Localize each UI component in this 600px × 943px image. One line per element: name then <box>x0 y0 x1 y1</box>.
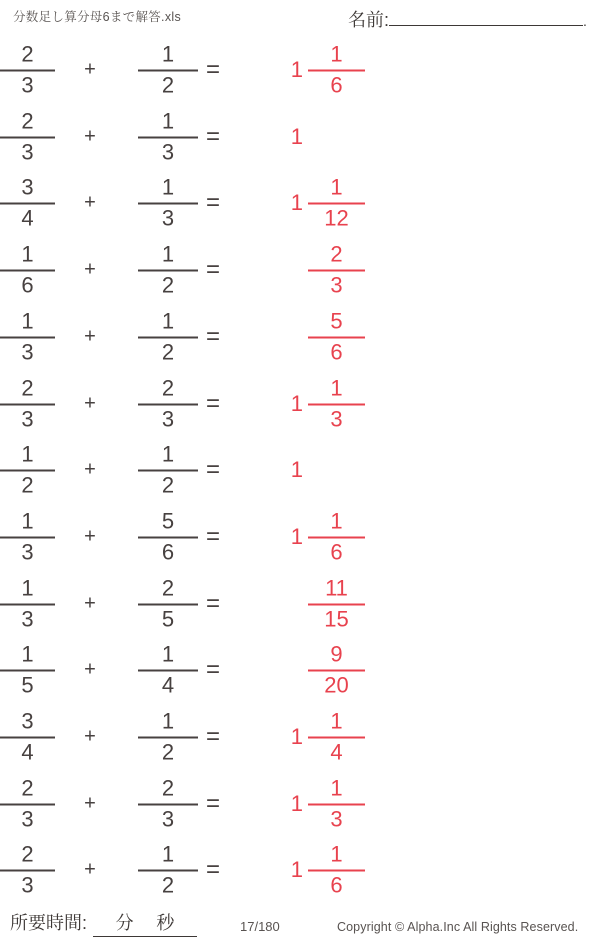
second-fraction-numerator: 2 <box>161 575 175 601</box>
problem-row <box>0 103 600 170</box>
answer-fraction-numerator: 1 <box>330 375 343 400</box>
second-fraction-denominator: 2 <box>138 737 198 764</box>
plus-operator: + <box>84 458 96 481</box>
equals-sign: = <box>205 856 220 884</box>
page-number: 17/180 <box>240 919 280 934</box>
first-fraction-denominator: 4 <box>0 203 55 230</box>
first-fraction <box>0 377 55 430</box>
second-fraction-numerator: 1 <box>161 841 175 867</box>
equals-sign: = <box>205 189 220 217</box>
answer-whole-number: 1 <box>290 857 303 883</box>
answer-whole-number: 1 <box>290 57 303 82</box>
problem-row <box>0 503 600 570</box>
answer-fraction-denominator: 3 <box>308 403 365 430</box>
equals-sign: = <box>205 256 220 284</box>
answer-fraction-numerator: 5 <box>330 308 343 334</box>
problem-row <box>0 570 600 637</box>
answer-fraction <box>308 174 365 231</box>
name-period: . <box>583 13 587 29</box>
first-fraction-denominator: 3 <box>0 536 55 563</box>
equals-sign: = <box>205 122 220 150</box>
first-fraction-denominator: 2 <box>0 470 55 497</box>
problem-row <box>0 437 600 504</box>
answer-whole-number: 1 <box>290 457 303 483</box>
plus-operator: + <box>84 725 96 748</box>
first-fraction-numerator: 2 <box>21 41 34 67</box>
equals-sign: = <box>205 322 220 350</box>
first-fraction-denominator: 3 <box>0 70 55 97</box>
second-fraction-denominator: 2 <box>138 470 198 497</box>
answer-fraction-numerator: 1 <box>330 41 343 67</box>
second-fraction <box>138 41 198 98</box>
second-fraction-denominator: 3 <box>138 403 198 430</box>
equals-sign: = <box>205 656 220 684</box>
second-fraction-denominator: 4 <box>138 670 198 697</box>
second-fraction <box>138 441 198 498</box>
first-fraction <box>0 841 55 898</box>
second-fraction <box>138 174 198 231</box>
copyright-notice: Copyright © Alpha.Inc All Rights Reserved. <box>337 920 579 934</box>
first-fraction-denominator: 3 <box>0 136 55 163</box>
answer-fraction-numerator: 2 <box>330 241 343 267</box>
answer-whole-number: 1 <box>290 523 303 549</box>
second-fraction <box>138 708 198 765</box>
answer-fraction <box>308 641 365 698</box>
answer-fraction <box>308 310 365 363</box>
first-fraction-denominator: 3 <box>0 403 55 430</box>
first-fraction <box>0 174 55 231</box>
first-fraction <box>0 577 55 630</box>
first-fraction-denominator: 4 <box>0 737 55 764</box>
second-fraction-denominator: 5 <box>138 603 198 630</box>
equals-sign: = <box>205 389 220 417</box>
first-fraction-denominator: 3 <box>0 336 55 363</box>
first-fraction <box>0 510 55 563</box>
answer-fraction-denominator: 6 <box>308 336 365 363</box>
second-fraction-denominator: 3 <box>138 203 198 230</box>
first-fraction-numerator: 2 <box>21 775 34 801</box>
second-fraction <box>138 577 198 630</box>
second-fraction <box>138 241 198 298</box>
problem-row <box>0 237 600 304</box>
second-fraction-denominator: 3 <box>138 136 198 163</box>
first-fraction <box>0 241 55 298</box>
first-fraction-denominator: 3 <box>0 603 55 630</box>
first-fraction-numerator: 2 <box>21 108 34 134</box>
first-fraction <box>0 641 55 698</box>
answer-fraction-numerator: 11 <box>325 575 348 601</box>
answer-fraction <box>308 708 365 765</box>
plus-operator: + <box>84 792 96 815</box>
first-fraction <box>0 777 55 830</box>
problem-row <box>0 303 600 370</box>
second-fraction-denominator: 2 <box>138 336 198 363</box>
answer-fraction-numerator: 1 <box>330 775 343 801</box>
equals-sign: = <box>205 789 220 817</box>
answer-fraction <box>308 777 365 830</box>
answer-fraction-numerator: 1 <box>330 508 343 534</box>
answer-fraction-denominator: 3 <box>308 803 365 830</box>
elapsed-time-field <box>10 909 197 937</box>
answer-fraction-denominator: 6 <box>308 870 365 897</box>
plus-operator: + <box>84 525 96 548</box>
second-fraction <box>138 110 198 163</box>
plus-operator: + <box>84 325 96 348</box>
plus-operator: + <box>84 858 96 881</box>
answer-fraction <box>308 241 365 298</box>
second-fraction-denominator: 2 <box>138 870 198 897</box>
answer-fraction-numerator: 1 <box>330 708 343 734</box>
name-field <box>348 6 587 32</box>
answer-fraction <box>308 377 365 430</box>
second-fraction-numerator: 1 <box>161 308 175 334</box>
second-fraction <box>138 510 198 563</box>
first-fraction-denominator: 6 <box>0 270 55 297</box>
problem-row <box>0 170 600 237</box>
problem-row <box>0 704 600 771</box>
second-fraction <box>138 777 198 830</box>
first-fraction <box>0 41 55 98</box>
first-fraction <box>0 310 55 363</box>
time-underline <box>93 909 197 937</box>
first-fraction-numerator: 1 <box>21 641 34 667</box>
answer-fraction <box>308 41 365 98</box>
answer-fraction-denominator: 6 <box>308 70 365 97</box>
equals-sign: = <box>205 723 220 750</box>
second-fraction-denominator: 6 <box>138 536 198 563</box>
second-fraction <box>138 641 198 698</box>
file-title: 分数足し算分母6まで解答.xls <box>13 10 182 24</box>
plus-operator: + <box>84 258 96 281</box>
first-fraction-numerator: 1 <box>21 508 34 534</box>
second-fraction-denominator: 2 <box>138 270 198 297</box>
first-fraction <box>0 708 55 765</box>
answer-whole-number: 1 <box>290 123 303 149</box>
name-label: 名前: <box>348 10 390 30</box>
first-fraction-numerator: 3 <box>21 708 34 734</box>
answer-fraction <box>308 510 365 563</box>
second-fraction <box>138 310 198 363</box>
first-fraction-denominator: 3 <box>0 803 55 830</box>
answer-whole-number: 1 <box>290 724 303 749</box>
plus-operator: + <box>84 658 96 681</box>
second-fraction-numerator: 2 <box>161 375 175 400</box>
problem-row <box>0 37 600 104</box>
problem-row <box>0 637 600 704</box>
equals-sign: = <box>205 456 220 484</box>
first-fraction-numerator: 2 <box>21 841 34 867</box>
second-fraction-numerator: 1 <box>161 41 175 67</box>
first-fraction-numerator: 1 <box>21 308 34 334</box>
first-fraction-numerator: 2 <box>21 375 34 400</box>
first-fraction-numerator: 1 <box>21 441 34 467</box>
plus-operator: + <box>84 58 96 81</box>
second-fraction <box>138 841 198 898</box>
first-fraction <box>0 441 55 498</box>
second-fraction-numerator: 1 <box>161 241 175 267</box>
equals-sign: = <box>205 522 220 550</box>
first-fraction-numerator: 1 <box>21 241 34 267</box>
answer-fraction-denominator: 12 <box>308 203 365 230</box>
problem-row <box>0 837 600 904</box>
name-underline <box>389 6 583 26</box>
plus-operator: + <box>84 392 96 414</box>
elapsed-time-label: 所要時間: <box>10 913 88 933</box>
answer-fraction-denominator: 15 <box>308 603 365 630</box>
plus-operator: + <box>84 592 96 615</box>
first-fraction-numerator: 3 <box>21 174 34 200</box>
answer-fraction-denominator: 3 <box>308 270 365 297</box>
first-fraction <box>0 110 55 163</box>
second-fraction-denominator: 2 <box>138 70 198 97</box>
second-fraction-numerator: 1 <box>161 108 175 134</box>
second-fraction-numerator: 1 <box>161 441 175 467</box>
second-fraction-numerator: 1 <box>161 641 175 667</box>
problem-row <box>0 770 600 837</box>
first-fraction-denominator: 5 <box>0 670 55 697</box>
plus-operator: + <box>84 125 96 148</box>
answer-fraction <box>308 577 365 630</box>
second-fraction-numerator: 1 <box>161 708 175 734</box>
equals-sign: = <box>205 56 220 83</box>
plus-operator: + <box>84 191 96 214</box>
first-fraction-denominator: 3 <box>0 870 55 897</box>
first-fraction-numerator: 1 <box>21 575 34 601</box>
second-fraction-numerator: 2 <box>161 775 175 801</box>
second-fraction-numerator: 1 <box>161 174 175 200</box>
answer-fraction-denominator: 4 <box>308 737 365 764</box>
answer-fraction-denominator: 20 <box>308 670 365 697</box>
answer-whole-number: 1 <box>290 390 303 416</box>
answer-fraction-denominator: 6 <box>308 536 365 563</box>
answer-fraction <box>308 841 365 898</box>
answer-fraction-numerator: 1 <box>330 174 343 200</box>
second-fraction-denominator: 3 <box>138 803 198 830</box>
equals-sign: = <box>205 589 220 617</box>
second-fraction-numerator: 5 <box>161 508 175 534</box>
problem-row <box>0 370 600 437</box>
answer-whole-number: 1 <box>290 790 303 816</box>
answer-whole-number: 1 <box>290 190 303 216</box>
answer-fraction-numerator: 9 <box>330 641 343 667</box>
answer-fraction-numerator: 1 <box>330 841 343 867</box>
second-fraction <box>138 377 198 430</box>
seconds-label: 秒 <box>156 913 175 933</box>
minutes-label: 分 <box>115 913 134 933</box>
